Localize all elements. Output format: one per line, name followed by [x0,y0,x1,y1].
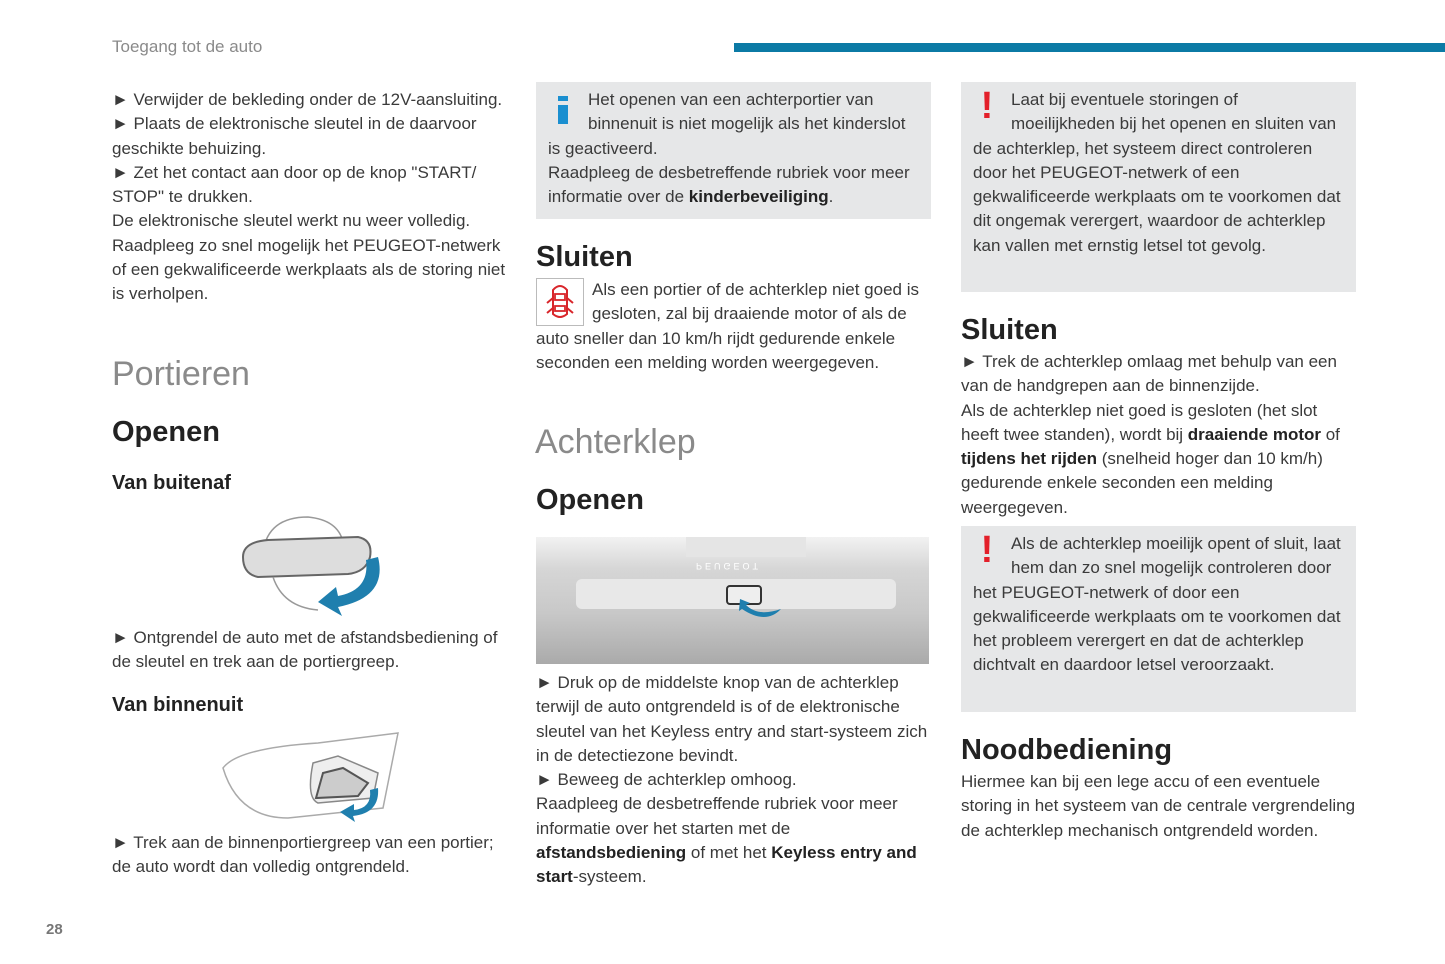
nood-text: Hiermee kan bij een lege accu of een eventuele storing in het systeem van de centrale vergrendeling de achterklep mechanisch ontgrendeld worden. [961,772,1356,840]
paragraph: De elektronische sleutel werkt nu weer volledig. [112,211,471,231]
step: ► Druk op de middelste knop van de achterklep terwijl de auto ontgrendeld is of de elektronische sleutel van het Keyless entry and start-systeem zich in de detectiezone bevindt. [536,673,928,765]
warning-text: Laat bij eventuele storingen of moeilijkheden bij het openen en sluiten van de achterklep, het systeem direct controleren door het PEUGEOT-netwerk of een gekwalificeerde werkplaats om te voorkomen dat dit ongemak verergert, waardoor de achterklep kan vallen met ernstig letsel tot gevolg. [973,90,1341,255]
step: ► Beweeg de achterklep omhoog. [536,770,797,790]
section-title: Sluiten [536,241,633,273]
header-accent-bar [734,43,1445,52]
tailgate-button-illustration [536,537,929,664]
bold-term: afstandsbediening [536,843,687,863]
text: of met het [686,843,772,863]
section-title: Openen [536,484,644,516]
step: ► Verwijder de bekleding onder de 12V-aansluiting. [112,90,503,109]
text: . [828,187,834,207]
intro-text [112,88,512,307]
inner-handle-text: ► Trek aan de binnenportiergreep van een portier; de auto wordt dan volledig ontgrendeld. [112,833,494,877]
text: -systeem. [572,867,647,887]
press-arrow-icon [736,597,786,623]
subsection-title: Van buitenaf [112,472,231,494]
paragraph: Raadpleeg zo snel mogelijk het PEUGEOT-netwerk of een gekwalificeerde werkplaats als de storing niet is verholpen. [112,235,506,304]
info-text: Het openen van een achterportier van binnenuit is niet mogelijk als het kinderslot is geactiveerd. [548,90,906,158]
text: Raadpleeg de desbetreffende rubriek voor meer informatie over de [548,162,910,207]
subsection-title: Van binnenuit [112,694,244,716]
section-title: Sluiten [961,314,1058,346]
info-icon [548,88,578,128]
text: (snelheid hoger dan 10 km/h) gedurende enkele seconden een melding weergegeven. [961,449,1323,517]
warning-box [961,82,1356,292]
sluiten-text: Als een portier of de achterklep niet goed is gesloten, zal bij draaiende motor of als de auto sneller dan 10 km/h rijdt gedurende enkele seconden een melding worden weergegeven. [536,280,919,372]
sluiten-text-block [536,278,931,375]
step: ► Zet het contact aan door op de knop "START/ STOP" te drukken. [112,162,477,207]
step: ► Trek de achterklep omlaag met behulp van een van de handgrepen aan de binnenzijde. [961,352,1337,396]
warning-text: Als de achterklep moeilijk opent of sluit, laat hem dan zo snel mogelijk controleren door het PEUGEOT-netwerk of door een gekwalificeerde werkplaats om te voorkomen dat het probleem verergert en dat de achterklep dichtvalt en daardoor letsel veroorzaakt. [973,534,1341,675]
text: Als de achterklep niet goed is gesloten (het slot heeft twee standen), wordt bij [961,400,1318,444]
chapter-title: Portieren [112,355,250,393]
outer-door-handle-illustration [238,512,388,620]
bold-term: draaiende motor [1187,424,1321,444]
warning-icon: ! [980,85,994,127]
text: of [1321,424,1340,444]
info-box [536,82,931,219]
bold-term: kinderbeveiliging [688,187,829,207]
inner-door-handle-illustration [218,728,404,823]
outer-handle-text: ► Ontgrendel de auto met de afstandsbediening of de sleutel en trek aan de portiergreep. [112,628,498,672]
info-reference [548,161,919,210]
bold-term: Keyless entry and start [536,843,917,887]
section-title: Noodbediening [961,734,1173,766]
page-number: 28 [46,921,63,938]
text: Raadpleeg de desbetreffende rubriek voor meer informatie over het starten met de [536,794,898,838]
door-open-warning-icon [536,278,584,326]
step: ► Plaats de elektronische sleutel in de daarvoor geschikte behuizing. [112,114,477,158]
sluiten-text [961,350,1356,520]
window-edge [686,537,806,557]
reference [536,792,932,889]
brand-lettering: PEUGEOT [696,561,762,571]
bold-term: tijdens het rijden [961,449,1098,469]
warning-box [961,526,1356,712]
paragraph [961,399,1356,520]
warning-icon: ! [980,529,994,571]
section-header: Toegang tot de auto [112,37,263,56]
chapter-title: Achterklep [535,423,696,461]
openen-text [536,671,932,890]
section-title: Openen [112,416,220,448]
